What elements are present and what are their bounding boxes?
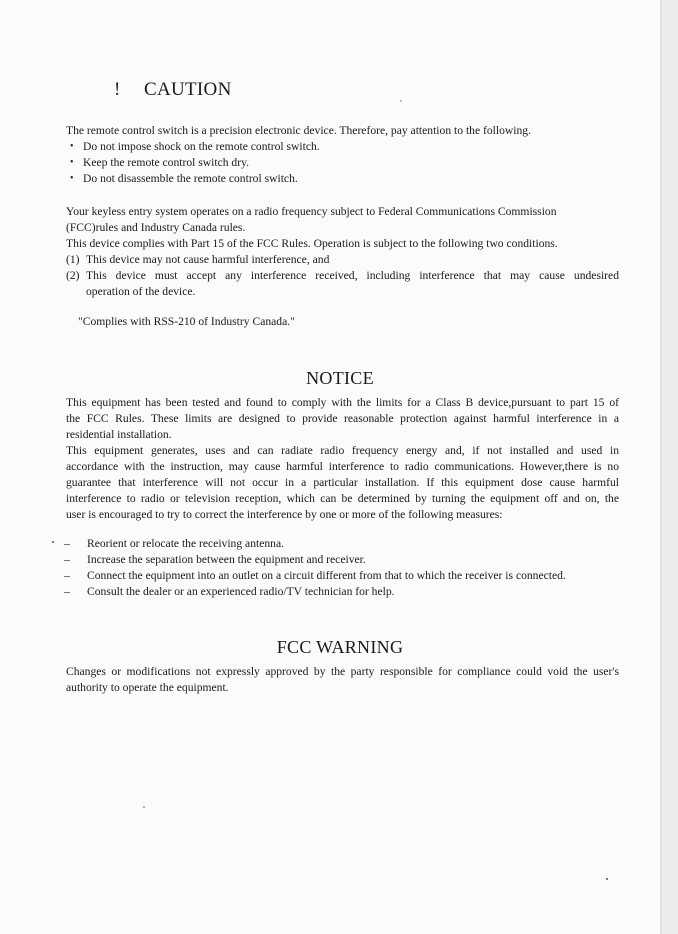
fcc-warning-line: Changes or modifications not expressly approved by the party responsible for compliance could void the user's: [66, 665, 619, 678]
condition-number: (1): [66, 253, 80, 266]
caution-intro-block: [66, 123, 531, 187]
notice-line: guarantee that interference will not occur in a particular installation. If this equipment dose cause harmful: [66, 476, 619, 489]
rss-complies-text: "Complies with RSS-210 of Industry Canada.": [78, 315, 295, 328]
measure-item: – Increase the separation between the equipment and receiver.: [64, 552, 566, 568]
conditions-list: [66, 252, 619, 300]
fcc-para-line: Your keyless entry system operates on a radio frequency subject to Federal Communications Commission: [66, 205, 557, 218]
scan-speck: [143, 806, 145, 808]
scan-speck: [606, 878, 608, 880]
scan-speck: [400, 100, 402, 102]
measure-item: – Connect the equipment into an outlet on a circuit different from that to which the receiver is connected.: [64, 568, 566, 584]
condition-text-cont: operation of the device.: [86, 285, 196, 298]
condition-item: [66, 252, 619, 268]
fcc-para-line: This device complies with Part 15 of the FCC Rules. Operation is subject to the following two conditions.: [66, 237, 558, 250]
notice-line: residential installation.: [66, 428, 172, 441]
notice-line: accordance with the instruction, may cause harmful interference to radio communications. However,there is no: [66, 460, 619, 473]
caution-bullet: • Keep the remote control switch dry.: [66, 155, 531, 171]
notice-para-2: [66, 443, 619, 523]
measures-list: [64, 536, 566, 600]
measure-item: – Consult the dealer or an experienced radio/TV technician for help.: [64, 584, 566, 600]
exclamation-icon: !: [114, 79, 121, 100]
fcc-warning-title: FCC WARNING: [276, 637, 404, 657]
scan-speck: [52, 541, 54, 543]
rss-complies-note: [78, 314, 295, 330]
caution-bullet: • Do not impose shock on the remote control switch.: [66, 139, 531, 155]
fcc-compliance-block: [66, 204, 619, 300]
caution-bullet: • Do not disassemble the remote control switch.: [66, 171, 531, 187]
fcc-warning-block: [66, 664, 619, 696]
notice-line: the FCC Rules. These limits are designed to provide reasonable protection against harmful interference in a: [66, 412, 619, 425]
caution-bullet-list: [66, 139, 531, 187]
caution-title: CAUTION: [144, 79, 232, 100]
notice-line: This equipment has been tested and found to comply with the limits for a Class B device,pursuant to part 15 of: [66, 396, 619, 409]
fcc-para-line: (FCC)rules and Industry Canada rules.: [66, 221, 246, 234]
measures-block: [64, 536, 566, 600]
notice-line: This equipment generates, uses and can radiate radio frequency energy and, if not installed and used in: [66, 444, 619, 457]
measure-item: – Reorient or relocate the receiving antenna.: [64, 536, 566, 552]
caution-heading: [114, 79, 232, 101]
notice-title: NOTICE: [306, 368, 374, 388]
caution-intro: The remote control switch is a precision electronic device. Therefore, pay attention to the following.: [66, 124, 531, 137]
notice-para-1: [66, 395, 619, 443]
condition-text: This device must accept any interference received, including interference that may cause undesired: [86, 269, 619, 282]
condition-text: This device may not cause harmful interference, and: [86, 253, 330, 266]
condition-number: (2): [66, 269, 80, 282]
fcc-warning-line: authority to operate the equipment.: [66, 681, 229, 694]
notice-line: user is encouraged to try to correct the interference by one or more of the following measures:: [66, 508, 503, 521]
notice-line: interference to radio or television reception, which can be determined by turning the equipment off and on, the: [66, 492, 619, 505]
condition-item: [66, 268, 619, 300]
